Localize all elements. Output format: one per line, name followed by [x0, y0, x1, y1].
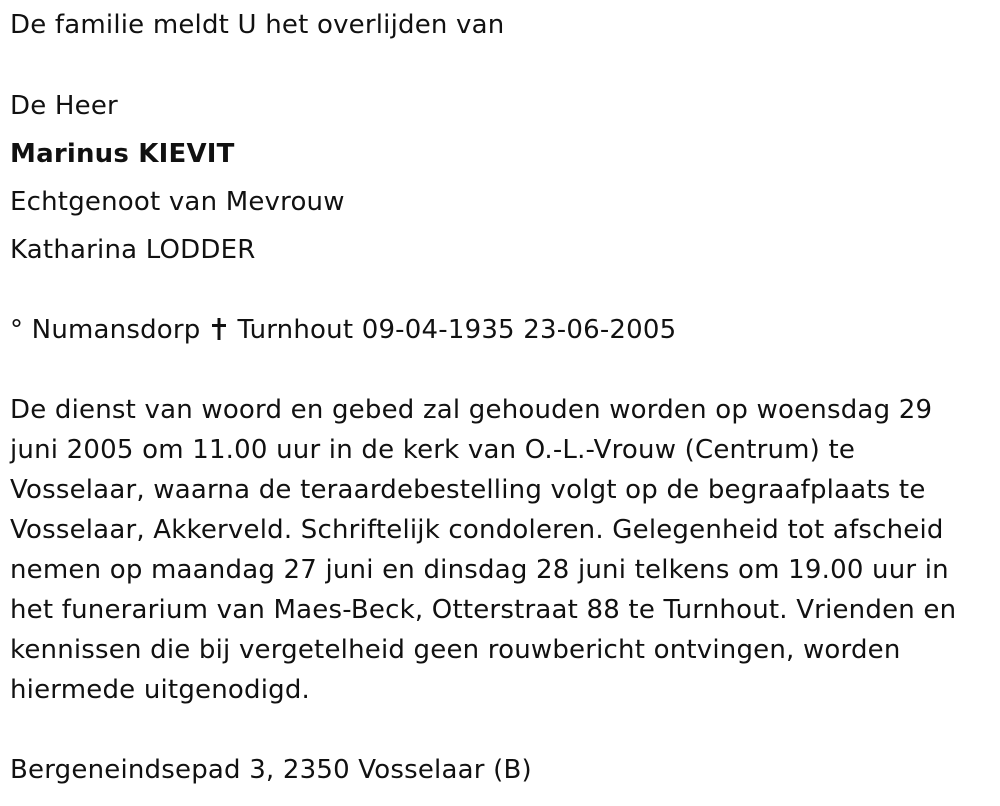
- service-line: Vosselaar, waarna de teraardebestelling volgt op de begraafplaats te: [10, 475, 926, 505]
- death-date: 23-06-2005: [523, 315, 677, 345]
- spouse-name: Katharina LODDER: [10, 235, 256, 265]
- service-line: juni 2005 om 11.00 uur in de kerk van O.-L.-Vrouw (Centrum) te: [10, 435, 856, 465]
- service-line: het funerarium van Maes-Beck, Otterstraat 88 te Turnhout. Vrienden en: [10, 595, 957, 625]
- birth-symbol: °: [10, 315, 24, 345]
- cross-icon: [211, 317, 227, 341]
- service-line: hiermede uitgenodigd.: [10, 675, 311, 705]
- death-place: Turnhout: [237, 315, 354, 345]
- life-dates: [10, 310, 676, 350]
- service-line: nemen op maandag 27 juni en dinsdag 28 juni telkens om 19.00 uur in: [10, 555, 949, 585]
- service-details: [10, 390, 985, 710]
- honorific: De Heer: [10, 91, 118, 121]
- service-line: De dienst van woord en gebed zal gehouden worden op woensdag 29: [10, 395, 933, 425]
- service-line: kennissen die bij vergetelheid geen rouwbericht ontvingen, worden: [10, 635, 901, 665]
- service-line: Vosselaar, Akkerveld. Schriftelijk condoleren. Gelegenheid tot afscheid: [10, 515, 944, 545]
- intro-text: De familie meldt U het overlijden van: [10, 10, 505, 40]
- spouse-label: Echtgenoot van Mevrouw: [10, 187, 345, 217]
- birth-place: Numansdorp: [31, 315, 201, 345]
- deceased-name: Marinus KIEVIT: [10, 139, 235, 169]
- birth-date: 09-04-1935: [361, 315, 515, 345]
- address: Bergeneindsepad 3, 2350 Vosselaar (B): [10, 755, 532, 785]
